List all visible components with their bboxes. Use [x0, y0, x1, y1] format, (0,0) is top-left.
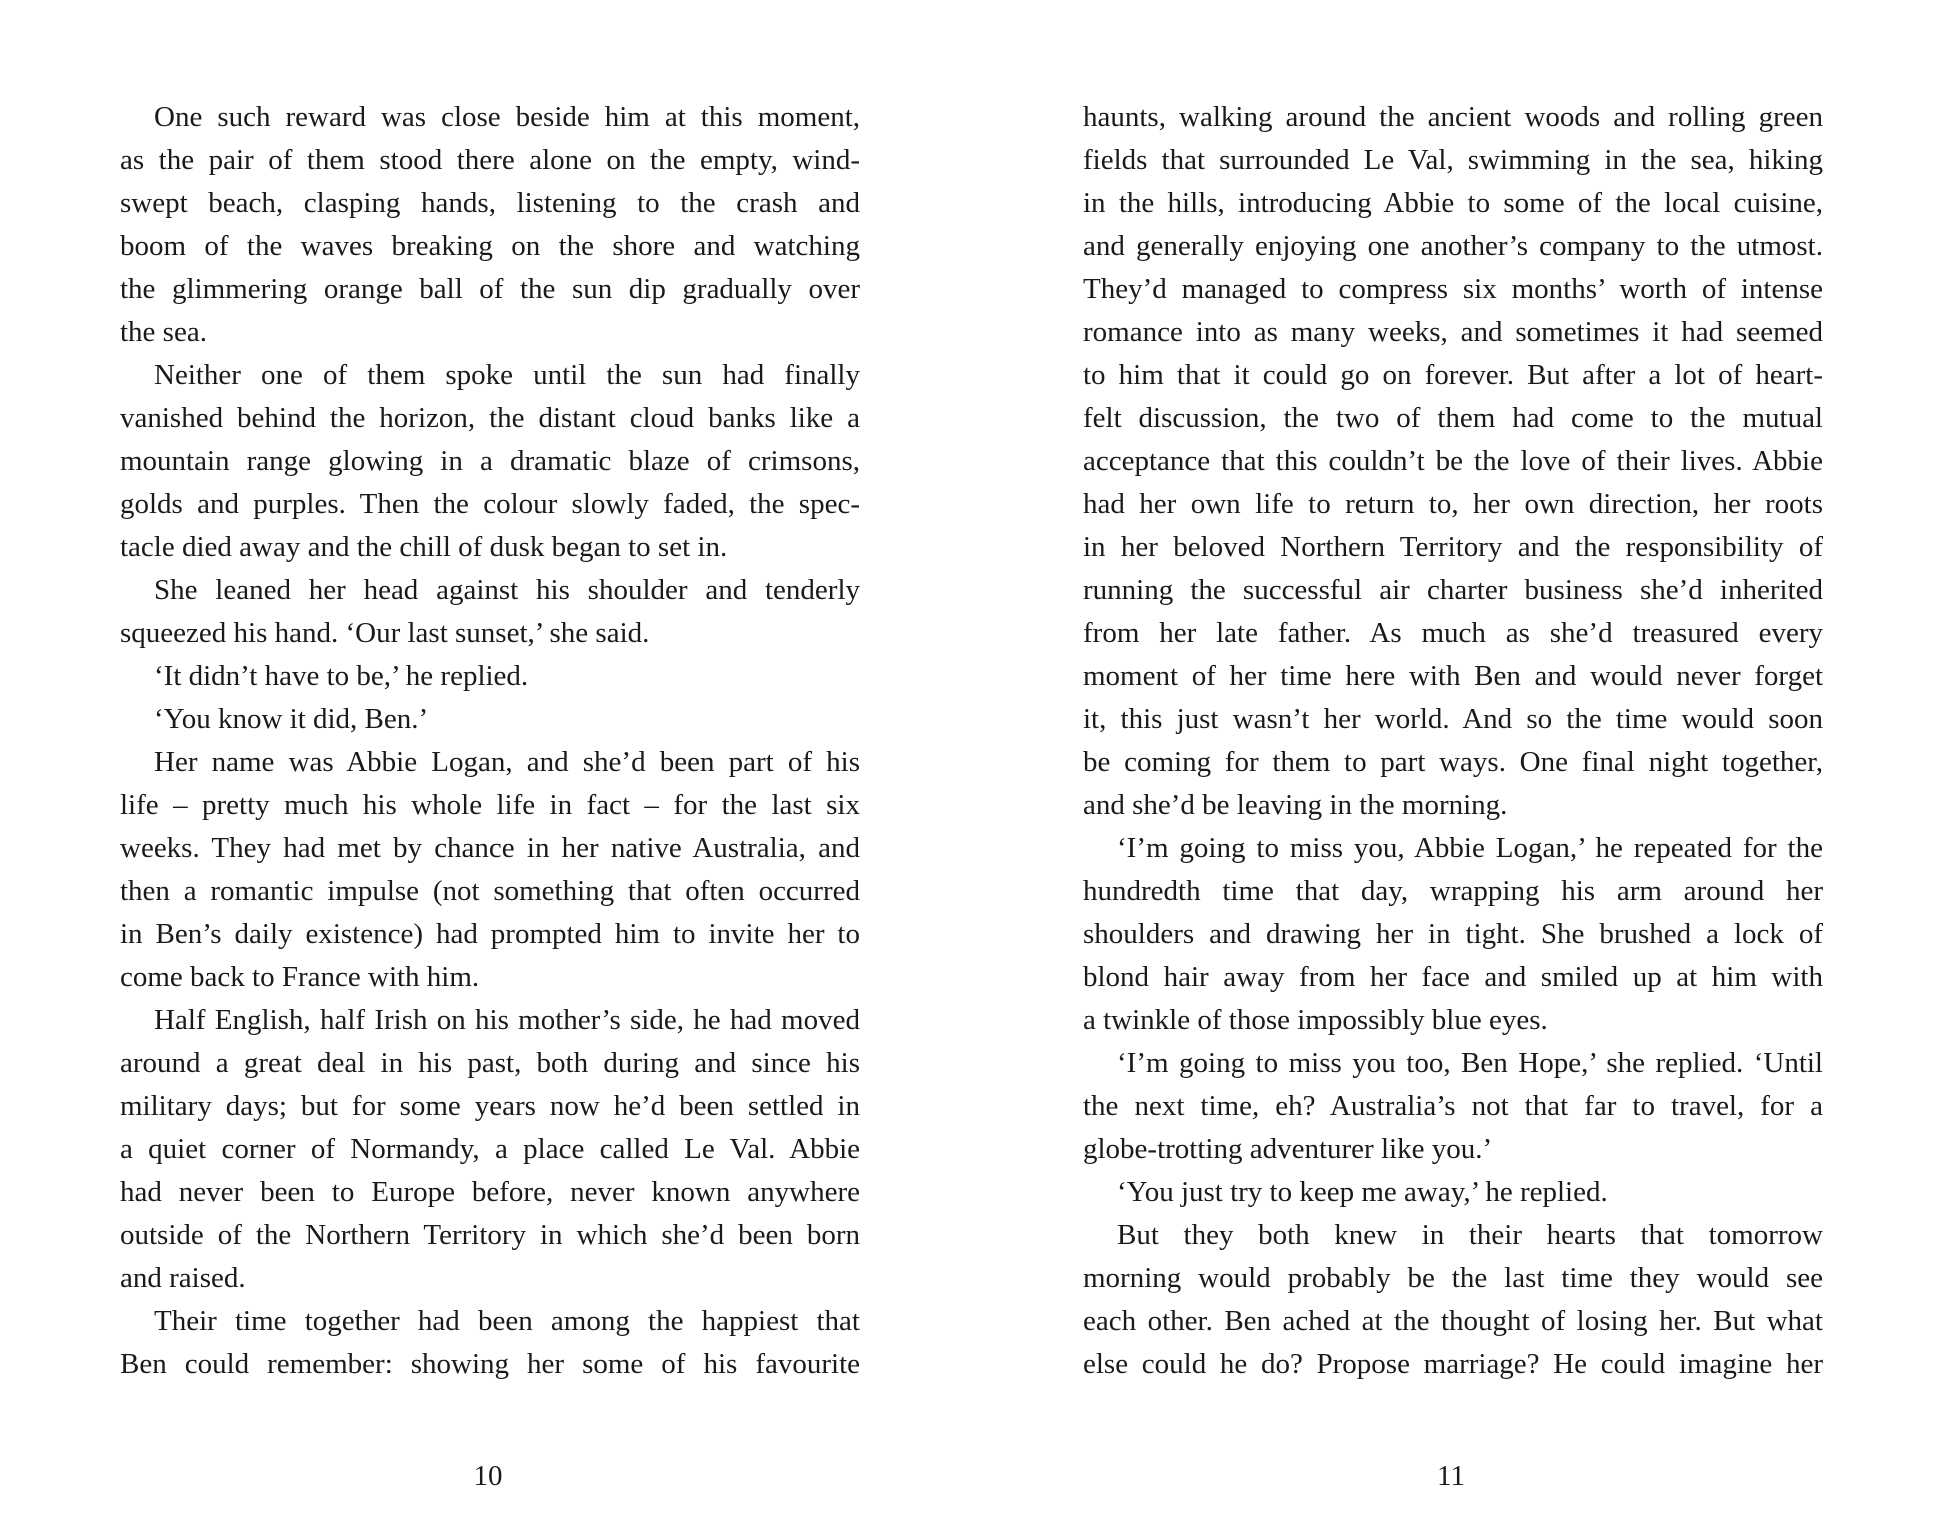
text-line: in the hills, introducing Abbie to some of the local cuisine, [1083, 187, 1823, 219]
text-line: a quiet corner of Normandy, a place called Le Val. Abbie [120, 1133, 860, 1165]
text-line: mountain range glowing in a dramatic blaze of crimsons, [120, 445, 860, 477]
text-line: come back to France with him. [120, 961, 480, 993]
text-line: haunts, walking around the ancient woods and rolling green [1083, 101, 1823, 133]
text-line: blond hair away from her face and smiled up at him with [1083, 961, 1823, 993]
text-line: felt discussion, the two of them had come to the mutual [1083, 402, 1823, 434]
text-line: moment of her time here with Ben and would never forget [1083, 660, 1823, 692]
text-line: it, this just wasn’t her world. And so the time would soon [1083, 703, 1823, 735]
text-line: Ben could remember: showing her some of his favourite [120, 1348, 860, 1380]
text-line: boom of the waves breaking on the shore and watching [120, 230, 860, 262]
text-line: Half English, half Irish on his mother’s side, he had moved [154, 1004, 860, 1036]
text-line: But they both knew in their hearts that tomorrow [1117, 1219, 1823, 1251]
text-line: swept beach, clasping hands, listening to the crash and [120, 187, 860, 219]
left-page-text [120, 96, 860, 1386]
text-line: acceptance that this couldn’t be the love of their lives. Abbie [1083, 445, 1823, 477]
text-line: She leaned her head against his shoulder and tenderly [154, 574, 860, 606]
text-line: hundredth time that day, wrapping his arm around her [1083, 875, 1823, 907]
right-page-body [1083, 96, 1823, 1386]
left-page-body [120, 96, 860, 1386]
text-line: had never been to Europe before, never known anywhere [120, 1176, 860, 1208]
text-line: ‘I’m going to miss you too, Ben Hope,’ she replied. ‘Until [1117, 1047, 1823, 1079]
text-line: from her late father. As much as she’d treasured every [1083, 617, 1823, 649]
text-line: outside of the Northern Territory in which she’d been born [120, 1219, 860, 1251]
text-line: weeks. They had met by chance in her native Australia, and [120, 832, 860, 864]
text-line: and raised. [120, 1262, 246, 1294]
text-line: in Ben’s daily existence) had prompted him to invite her to [120, 918, 860, 950]
text-line: had her own life to return to, her own direction, her roots [1083, 488, 1823, 520]
text-line: Neither one of them spoke until the sun had finally [154, 359, 860, 391]
text-line: running the successful air charter business she’d inherited [1083, 574, 1823, 606]
text-line: the next time, eh? Australia’s not that far to travel, for a [1083, 1090, 1823, 1122]
text-line: the glimmering orange ball of the sun dip gradually over [120, 273, 860, 305]
text-line: shoulders and drawing her in tight. She brushed a lock of [1083, 918, 1823, 950]
text-line: be coming for them to part ways. One final night together, [1083, 746, 1823, 778]
text-line: else could he do? Propose marriage? He could imagine her [1083, 1348, 1823, 1380]
text-line: fields that surrounded Le Val, swimming in the sea, hiking [1083, 144, 1823, 176]
text-line: life – pretty much his whole life in fact – for the last six [120, 789, 860, 821]
text-line: They’d managed to compress six months’ worth of intense [1083, 273, 1823, 305]
text-line: and she’d be leaving in the morning. [1083, 789, 1508, 821]
text-line: each other. Ben ached at the thought of losing her. But what [1083, 1305, 1823, 1337]
text-line: as the pair of them stood there alone on the empty, wind- [120, 144, 860, 176]
right-page-text [1083, 96, 1823, 1386]
text-line: ‘You just try to keep me away,’ he replied. [1117, 1176, 1608, 1208]
text-line: ‘I’m going to miss you, Abbie Logan,’ he repeated for the [1117, 832, 1823, 864]
text-line: One such reward was close beside him at this moment, [154, 101, 860, 133]
text-line: in her beloved Northern Territory and the responsibility of [1083, 531, 1823, 563]
left-page-number: 10 [473, 1460, 503, 1492]
text-line: Their time together had been among the happiest that [154, 1305, 860, 1337]
text-line: a twinkle of those impossibly blue eyes. [1083, 1004, 1548, 1036]
text-line: ‘You know it did, Ben.’ [154, 703, 429, 735]
text-line: then a romantic impulse (not something that often occurred [120, 875, 860, 907]
text-line: Her name was Abbie Logan, and she’d been part of his [154, 746, 860, 778]
text-line: vanished behind the horizon, the distant cloud banks like a [120, 402, 860, 434]
text-line: military days; but for some years now he’d been settled in [120, 1090, 860, 1122]
text-line: tacle died away and the chill of dusk began to set in. [120, 531, 728, 563]
text-line: globe-trotting adventurer like you.’ [1083, 1133, 1493, 1165]
text-line: morning would probably be the last time they would see [1083, 1262, 1823, 1294]
right-page-number: 11 [1437, 1460, 1465, 1492]
text-line: around a great deal in his past, both during and since his [120, 1047, 860, 1079]
text-line: the sea. [120, 316, 207, 348]
text-line: and generally enjoying one another’s company to the utmost. [1083, 230, 1823, 262]
text-line: golds and purples. Then the colour slowly faded, the spec- [120, 488, 860, 520]
text-line: squeezed his hand. ‘Our last sunset,’ she said. [120, 617, 650, 649]
text-line: to him that it could go on forever. But after a lot of heart- [1083, 359, 1823, 391]
text-line: ‘It didn’t have to be,’ he replied. [154, 660, 529, 692]
text-line: romance into as many weeks, and sometimes it had seemed [1083, 316, 1823, 348]
